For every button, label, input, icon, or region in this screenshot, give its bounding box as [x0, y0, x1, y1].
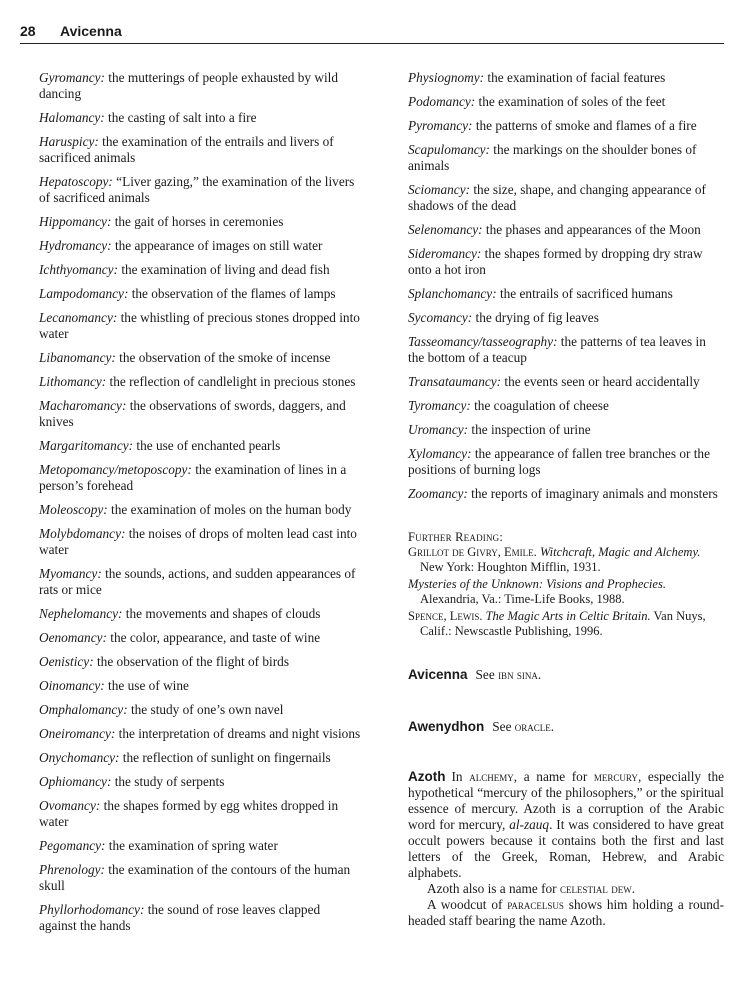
entry-definition: the reports of imaginary animals and monsters: [467, 486, 718, 501]
entry-definition: the observation of the flight of birds: [93, 654, 290, 669]
entry-definition: the casting of salt into a fire: [104, 110, 257, 125]
entry-term: Margaritomancy:: [39, 438, 134, 453]
xref-awenydhon: [408, 719, 724, 735]
entry-definition: the appearance of fallen tree branches or the positions of burning logs: [408, 446, 710, 477]
entry-term: Onychomancy:: [39, 750, 120, 765]
divination-entry: [408, 286, 724, 302]
reference-list: [408, 545, 724, 639]
running-header: [20, 23, 724, 44]
running-title: Avicenna: [60, 23, 122, 39]
entry-term: Pyromancy:: [408, 118, 473, 133]
divination-entry: [39, 214, 361, 230]
entry-term: Halomancy:: [39, 110, 105, 125]
entry-definition: the use of enchanted pearls: [133, 438, 281, 453]
entry-term: Macharomancy:: [39, 398, 127, 413]
reference-publication: New York: Houghton Mifflin, 1931.: [420, 560, 601, 574]
divination-entry: [39, 630, 361, 646]
divination-entry: [39, 862, 361, 894]
entry-definition: the examination of facial features: [484, 70, 666, 85]
entry-term: Ophiomancy:: [39, 774, 112, 789]
divination-entry: [408, 246, 724, 278]
entry-definition: the reflection of candlelight in precious stones: [106, 374, 356, 389]
entry-term: Haruspicy:: [39, 134, 99, 149]
entry-definition: the markings on the shoulder bones of animals: [408, 142, 697, 173]
entry-term: Sycomancy:: [408, 310, 473, 325]
entry-term: Uromancy:: [408, 422, 469, 437]
further-reading-label: Further Reading:: [408, 530, 504, 544]
divination-entry: [39, 398, 361, 430]
divination-entry: [39, 606, 361, 622]
entry-term: Hippomancy:: [39, 214, 112, 229]
entry-term: Gyromancy:: [39, 70, 105, 85]
reference-title: The Magic Arts in Celtic Britain.: [485, 609, 651, 623]
entry-term: Moleoscopy:: [39, 502, 108, 517]
entry-definition: the shapes formed by dropping dry straw onto a hot iron: [408, 246, 703, 277]
text-run: , especially the hypothetical “mercury of the philosophers,” or the spiritual essence of mercury. Azoth is a corruption of the Arabic word for mercury,: [408, 769, 724, 832]
divination-entry: [39, 174, 361, 206]
entry-definition: the noises of drops of molten lead cast into water: [39, 526, 357, 557]
divination-entry: [408, 222, 724, 238]
divination-entry: [39, 678, 361, 694]
entry-definition: the mutterings of people exhausted by wild dancing: [39, 70, 338, 101]
entry-definition: the study of serpents: [111, 774, 225, 789]
left-column: [39, 70, 361, 942]
entry-definition: the color, appearance, and taste of wine: [106, 630, 321, 645]
azoth-paragraph-2: [408, 881, 724, 897]
entry-term: Oneiromancy:: [39, 726, 116, 741]
entry-definition: the reflection of sunlight on fingernails: [119, 750, 331, 765]
divination-entry: [408, 446, 724, 478]
entry-definition: the coagulation of cheese: [470, 398, 609, 413]
divination-entry: [39, 110, 361, 126]
divination-entry: [408, 422, 724, 438]
azoth-paragraph-1: [408, 769, 724, 881]
divination-entry: [39, 774, 361, 790]
divination-entry: [39, 350, 361, 366]
entry-definition: the examination of living and dead fish: [118, 262, 330, 277]
entry-definition: the sound of rose leaves clapped against the hands: [39, 902, 321, 933]
entry-term: Selenomancy:: [408, 222, 483, 237]
xref-mercury[interactable]: mercury: [593, 769, 638, 784]
entry-term: Lithomancy:: [39, 374, 107, 389]
entry-definition: the observation of the smoke of incense: [115, 350, 331, 365]
reference-item: [408, 609, 724, 639]
entry-term: Omphalomancy:: [39, 702, 128, 717]
divination-entry: [408, 118, 724, 134]
divination-entry: [39, 70, 361, 102]
entry-term: Oenomancy:: [39, 630, 107, 645]
entry-term: Sciomancy:: [408, 182, 471, 197]
divination-entry: [39, 310, 361, 342]
divination-entry: [39, 726, 361, 742]
entry-term: Pegomancy:: [39, 838, 106, 853]
divination-entry: [408, 94, 724, 110]
entry-definition: the observations of swords, daggers, and knives: [39, 398, 346, 429]
entry-definition: the examination of the entrails and livers of sacrificed animals: [39, 134, 334, 165]
entry-term: Splanchomancy:: [408, 286, 497, 301]
text-run: .: [631, 881, 636, 896]
entry-definition: the size, shape, and changing appearance of shadows of the dead: [408, 182, 706, 213]
xref-celestial-dew[interactable]: celestial dew: [559, 881, 632, 896]
entry-definition: the phases and appearances of the Moon: [482, 222, 701, 237]
text-run: In: [451, 769, 470, 784]
entry-definition: the gait of horses in ceremonies: [111, 214, 284, 229]
text-run: shows him holding a round-headed staff bearing the name Azoth.: [408, 897, 724, 928]
xref-target[interactable]: oracle.: [514, 719, 555, 734]
entry-definition: the sounds, actions, and sudden appearances of rats or mice: [39, 566, 356, 597]
divination-entry: [408, 486, 724, 502]
entry-term: Physiognomy:: [408, 70, 485, 85]
divination-entry: [39, 654, 361, 670]
xref-see: See: [475, 667, 495, 682]
reference-author: Grillot de Givry, Emile.: [408, 545, 537, 559]
xref-headword: Awenydhon: [408, 719, 485, 734]
entry-definition: the observation of the flames of lamps: [128, 286, 336, 301]
divination-entry: [408, 374, 724, 390]
reference-title: Mysteries of the Unknown: Visions and Prophecies.: [408, 577, 666, 591]
entry-term: Hepatoscopy:: [39, 174, 113, 189]
entry-definition: the patterns of smoke and flames of a fire: [472, 118, 697, 133]
text-run: A woodcut of: [427, 897, 508, 912]
right-column: [408, 70, 724, 929]
entry-definition: the examination of moles on the human body: [107, 502, 352, 517]
divination-entry: [39, 798, 361, 830]
reference-item: [408, 545, 724, 575]
divination-entry: [39, 438, 361, 454]
entry-definition: the examination of lines in a person’s forehead: [39, 462, 347, 493]
text-run: . It was considered to have great occult powers because it contains both the first and last letters of the Greek, Roman, Hebrew, and Arabic alphabets.: [408, 817, 724, 880]
entry-term: Tyromancy:: [408, 398, 471, 413]
entry-term: Transataumancy:: [408, 374, 502, 389]
entry-term: Sideromancy:: [408, 246, 482, 261]
divination-entry: [408, 398, 724, 414]
divination-entry: [39, 286, 361, 302]
divination-entry: [408, 182, 724, 214]
entry-term: Scapulomancy:: [408, 142, 490, 157]
xref-avicenna: [408, 667, 724, 683]
divination-entry: [39, 566, 361, 598]
xref-alchemy[interactable]: alchemy: [469, 769, 514, 784]
entry-definition: the examination of spring water: [105, 838, 278, 853]
entry-term: Zoomancy:: [408, 486, 468, 501]
entry-definition: the patterns of tea leaves in the bottom of a teacup: [408, 334, 706, 365]
divination-entry: [39, 750, 361, 766]
further-reading: [408, 530, 724, 639]
divination-entry: [39, 838, 361, 854]
arabic-term: al-zauq: [509, 817, 550, 832]
divination-entry: [408, 70, 724, 86]
entry-term: Molybdomancy:: [39, 526, 126, 541]
reference-publication: Alexandria, Va.: Time-Life Books, 1988.: [420, 592, 625, 606]
text-run: , a name for: [513, 769, 594, 784]
xref-headword: Avicenna: [408, 667, 468, 682]
divination-entry: [39, 702, 361, 718]
reference-author: Spence, Lewis.: [408, 609, 483, 623]
entry-term: Ovomancy:: [39, 798, 101, 813]
azoth-headword: Azoth: [408, 769, 446, 784]
entry-term: Metopomancy/metoposcopy:: [39, 462, 192, 477]
entry-term: Phrenology:: [39, 862, 105, 877]
entry-term: Libanomancy:: [39, 350, 116, 365]
entry-definition: “Liver gazing,” the examination of the livers of sacrificed animals: [39, 174, 355, 205]
divination-entry: [39, 462, 361, 494]
entry-term: Oinomancy:: [39, 678, 105, 693]
entry-term: Podomancy:: [408, 94, 476, 109]
divination-entry: [39, 238, 361, 254]
divination-entry: [408, 310, 724, 326]
entry-term: Myomancy:: [39, 566, 102, 581]
entry-definition: the interpretation of dreams and night visions: [115, 726, 361, 741]
entry-term: Oenisticy:: [39, 654, 94, 669]
reference-publication: Van Nuys, Calif.: Newscastle Publishing, 1996.: [420, 609, 706, 638]
reference-title: Witchcraft, Magic and Alchemy.: [539, 545, 701, 559]
entry-term: Lampodomancy:: [39, 286, 129, 301]
entry-term: Xylomancy:: [408, 446, 472, 461]
text-run: Azoth also is a name for: [427, 881, 560, 896]
divination-entry: [39, 262, 361, 278]
entry-definition: the drying of fig leaves: [472, 310, 599, 325]
entry-definition: the entrails of sacrificed humans: [496, 286, 673, 301]
divination-entry: [39, 526, 361, 558]
xref-see: See: [492, 719, 512, 734]
entry-term: Lecanomancy:: [39, 310, 118, 325]
entry-definition: the use of wine: [104, 678, 189, 693]
divination-entry: [39, 902, 361, 934]
page-number: 28: [20, 23, 36, 39]
entry-term: Phyllorhodomancy:: [39, 902, 145, 917]
entry-definition: the events seen or heard accidentally: [501, 374, 700, 389]
divination-entry: [39, 374, 361, 390]
entry-definition: the whistling of precious stones dropped into water: [39, 310, 360, 341]
entry-definition: the appearance of images on still water: [111, 238, 323, 253]
entry-term: Hydromancy:: [39, 238, 112, 253]
entry-term: Ichthyomancy:: [39, 262, 119, 277]
xref-paracelsus[interactable]: paracelsus: [507, 897, 564, 912]
right-entry-list: [408, 70, 724, 502]
entry-definition: the examination of soles of the feet: [475, 94, 666, 109]
entry-definition: the study of one’s own navel: [127, 702, 284, 717]
entry-azoth: [408, 769, 724, 929]
entry-definition: the inspection of urine: [468, 422, 591, 437]
reference-item: [408, 577, 724, 607]
divination-entry: [408, 334, 724, 366]
entry-term: Nephelomancy:: [39, 606, 123, 621]
divination-entry: [39, 502, 361, 518]
divination-entry: [408, 142, 724, 174]
xref-target[interactable]: ibn sina.: [498, 667, 542, 682]
divination-entry: [39, 134, 361, 166]
entry-definition: the movements and shapes of clouds: [122, 606, 321, 621]
left-entry-list: [39, 70, 361, 934]
entry-definition: the examination of the contours of the human skull: [39, 862, 351, 893]
entry-definition: the shapes formed by egg whites dropped in water: [39, 798, 339, 829]
entry-term: Tasseomancy/tasseography:: [408, 334, 558, 349]
azoth-paragraph-3: [408, 897, 724, 929]
